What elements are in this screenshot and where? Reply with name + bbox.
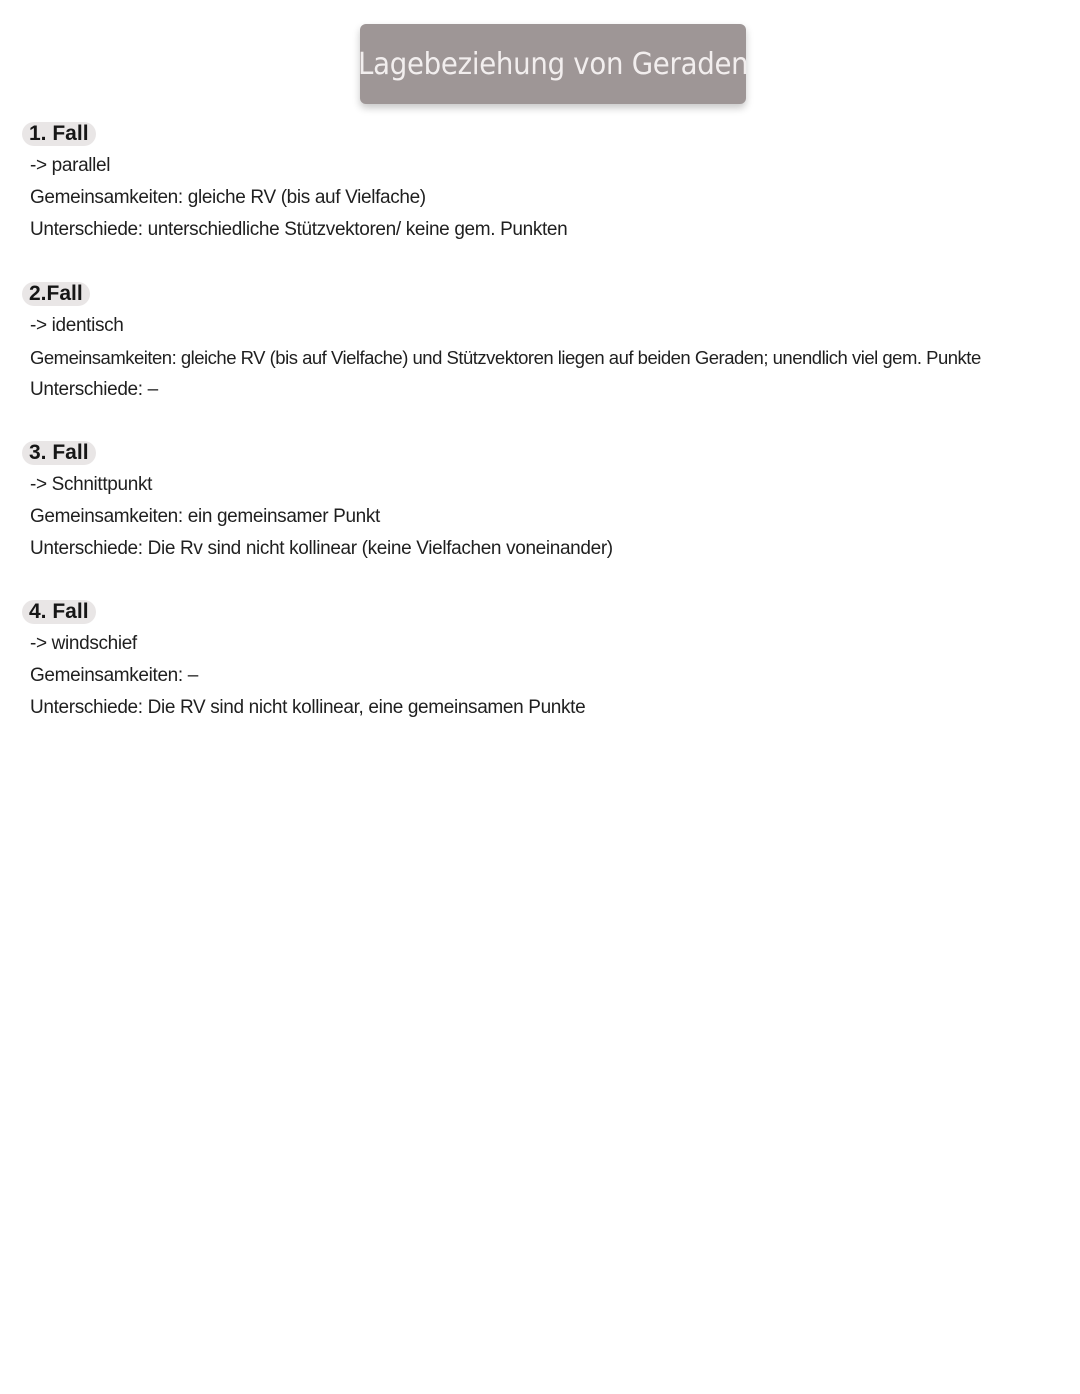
case-unterschiede: Unterschiede: Die RV sind nicht kollinear, eine gemeinsamen Punkte [30, 697, 586, 718]
case-section-4 [22, 600, 1062, 724]
case-section-2 [22, 282, 1062, 406]
case-relation: -> windschief [30, 633, 137, 654]
case-label: 4. Fall [22, 600, 96, 624]
case-gemeinsamkeiten: Gemeinsamkeiten: ein gemeinsamer Punkt [30, 506, 380, 527]
case-unterschiede: Unterschiede: Die Rv sind nicht kollinear (keine Vielfachen voneinander) [30, 538, 613, 559]
case-label: 1. Fall [22, 122, 96, 146]
title-box [357, 24, 749, 104]
case-label: 2.Fall [22, 282, 90, 306]
case-unterschiede: Unterschiede: unterschiedliche Stützvektoren/ keine gem. Punkten [30, 219, 568, 240]
case-section-3 [22, 441, 1062, 565]
case-relation: -> identisch [30, 315, 124, 336]
case-relation: -> parallel [30, 155, 111, 176]
case-gemeinsamkeiten: Gemeinsamkeiten: gleiche RV (bis auf Vielfache) und Stützvektoren liegen auf beiden Geraden; unendlich viel gem. Punkte [30, 347, 981, 368]
case-section-1 [22, 122, 1062, 246]
case-gemeinsamkeiten: Gemeinsamkeiten: gleiche RV (bis auf Vielfache) [30, 187, 426, 208]
page-title: Lagebeziehung von Geraden [357, 46, 749, 82]
case-relation: -> Schnittpunkt [30, 474, 153, 495]
case-label: 3. Fall [22, 441, 96, 465]
case-unterschiede: Unterschiede: – [30, 379, 158, 400]
case-gemeinsamkeiten: Gemeinsamkeiten: – [30, 665, 198, 686]
